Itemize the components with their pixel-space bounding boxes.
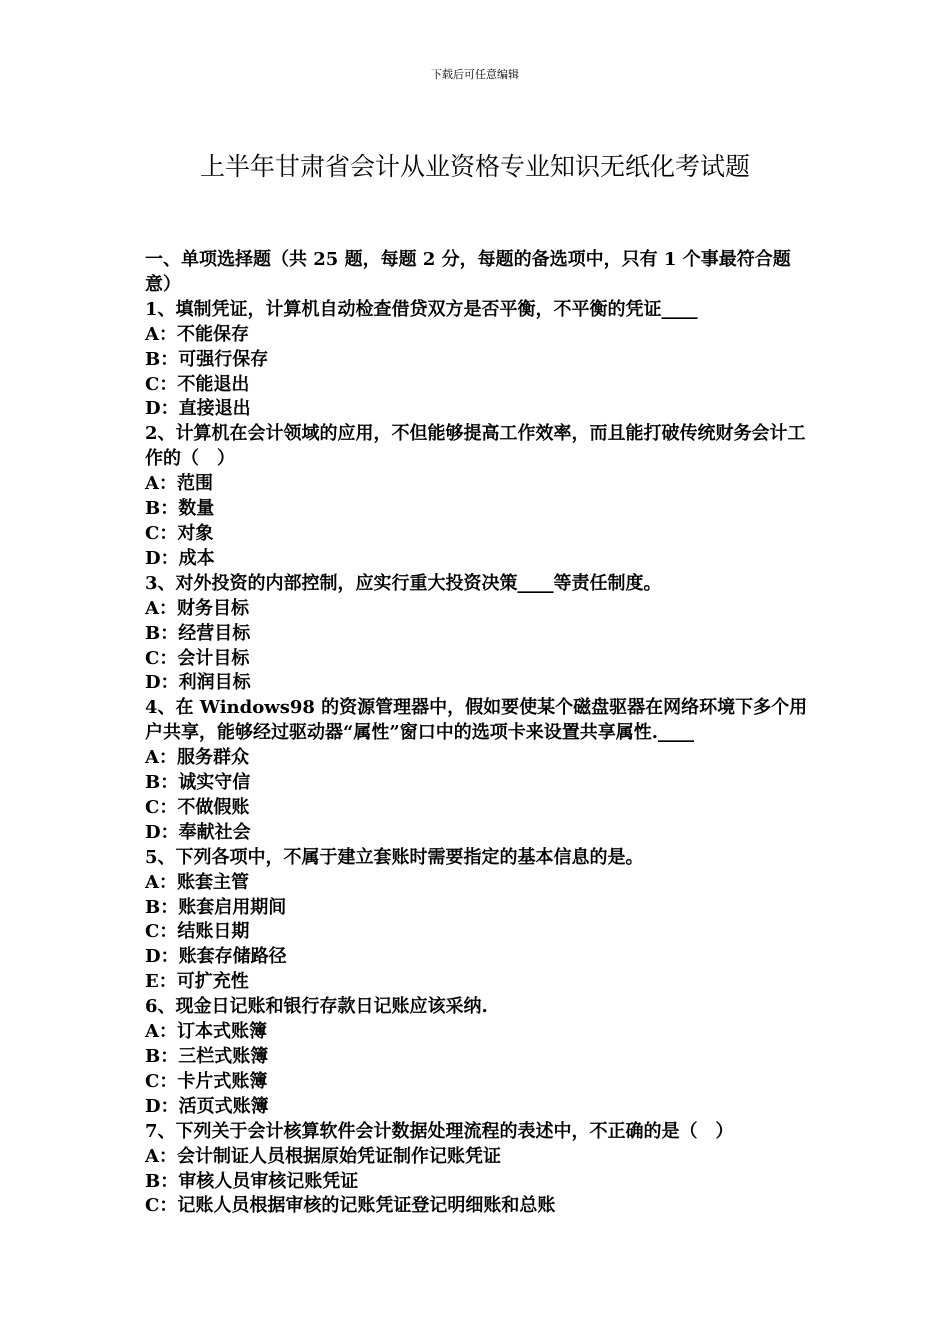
question-text: 6、现金日记账和银行存款日记账应该采纳. [145, 996, 488, 1018]
answer-option: C：结账日期 [145, 921, 250, 943]
answer-option: A：不能保存 [145, 323, 249, 345]
question-block [145, 696, 813, 845]
answer-option: D：奉献社会 [145, 821, 251, 843]
answer-option: C：会计目标 [145, 647, 250, 669]
document-title: 上半年甘肃省会计从业资格专业知识无纸化考试题 [199, 152, 750, 181]
question-text: 5、下列各项中，不属于建立套账时需要指定的基本信息的是。 [145, 846, 644, 868]
answer-option: B：账套启用期间 [145, 896, 287, 918]
answer-option: A：服务群众 [145, 747, 249, 769]
question-block [145, 995, 813, 1120]
question-block [145, 1120, 813, 1220]
answer-option: B：诚实守信 [145, 772, 251, 794]
question-text: 3、对外投资的内部控制，应实行重大投资决策____等责任制度。 [145, 572, 662, 594]
question-text: 1、填制凭证，计算机自动检查借贷双方是否平衡，不平衡的凭证____ [145, 298, 698, 320]
answer-option: A：账套主管 [145, 871, 249, 893]
answer-option: D：活页式账簿 [145, 1095, 269, 1117]
question-text: 4、在 Windows98 的资源管理器中，假如要使某个磁盘驱器在网络环境下多个用户共享，能够经过驱动器“属性”窗口中的选项卡来设置共享属性.____ [145, 697, 808, 744]
answer-option: B：经营目标 [145, 622, 251, 644]
section-heading: 一、单项选择题（共 25 题，每题 2 分，每题的备选项中，只有 1 个事最符合题意） [145, 249, 791, 295]
answer-option: B：审核人员审核记账凭证 [145, 1170, 359, 1192]
question-text: 7、下列关于会计核算软件会计数据处理流程的表述中，不正确的是（ ） [145, 1120, 734, 1142]
question-block [145, 422, 813, 571]
answer-option: A：会计制证人员根据原始凭证制作记账凭证 [145, 1145, 501, 1167]
answer-option: D：成本 [145, 547, 215, 569]
answer-option: D：直接退出 [145, 398, 251, 420]
answer-option: C：对象 [145, 522, 214, 544]
question-block [145, 846, 813, 995]
answer-option: E：可扩充性 [145, 971, 249, 993]
question-block [145, 572, 813, 697]
document-body [145, 248, 813, 1219]
answer-option: C：不能退出 [145, 373, 250, 395]
answer-option: A：范围 [145, 473, 213, 495]
question-text: 2、计算机在会计领域的应用，不但能够提高工作效率，而且能打破传统财务会计工作的（ ） [145, 423, 806, 470]
answer-option: C：卡片式账簿 [145, 1070, 268, 1092]
answer-option: A：财务目标 [145, 597, 249, 619]
answer-option: C：不做假账 [145, 796, 250, 818]
answer-option: C：记账人员根据审核的记账凭证登记明细账和总账 [145, 1195, 556, 1217]
answer-option: B：数量 [145, 498, 215, 520]
question-block [145, 298, 813, 423]
answer-option: B：可强行保存 [145, 348, 269, 370]
answer-option: A：订本式账簿 [145, 1021, 267, 1043]
header-note: 下载后可任意编辑 [431, 68, 519, 81]
answer-option: D：利润目标 [145, 672, 251, 694]
answer-option: B：三栏式账簿 [145, 1046, 269, 1067]
answer-option: D：账套存储路径 [145, 946, 287, 968]
